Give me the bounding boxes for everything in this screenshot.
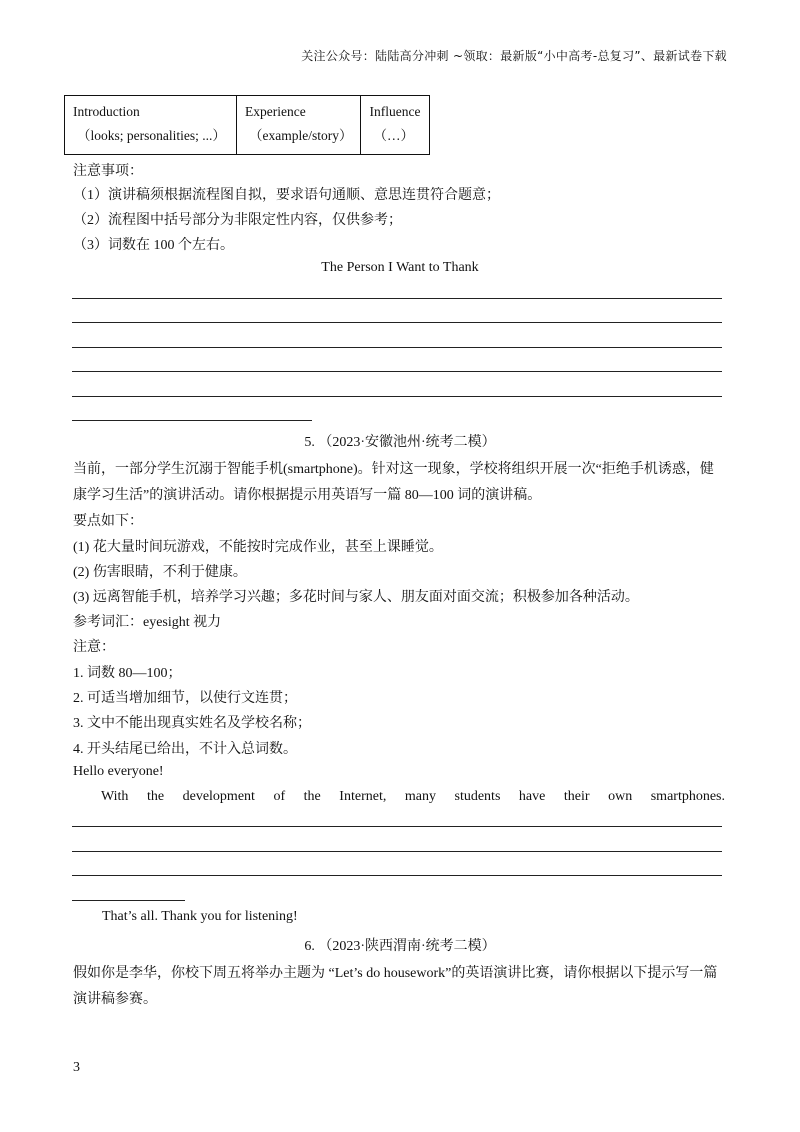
q5-intro: 当前，一部分学生沉溺于智能手机(smartphone)。针对这一现象，学校将组织开展一次“拒绝手机诱惑，健 <box>73 462 714 477</box>
q5-closing: That’s all. Thank you for listening! <box>102 909 298 924</box>
page-header: 关注公众号：陆陆高分冲刺 ~领取：最新版“小中高考-总复习”、最新试卷下载 <box>301 49 727 63</box>
q5-vocab: 参考词汇：eyesight 视力 <box>73 615 222 630</box>
flowchart-title: Influence <box>369 104 421 119</box>
q6-line: 假如你是李华，你校下周五将举办主题为 “Let’s do housework”的英语演讲比赛，请你根据以下提示写一篇 <box>73 966 718 981</box>
q6-heading: 6. （2023·陕西渭南·统考二模） <box>304 939 496 954</box>
note-item: （1）演讲稿须根据流程图自拟，要求语句通顺、意思连贯符合题意； <box>73 188 500 203</box>
note-item: （2）流程图中括号部分为非限定性内容，仅供参考； <box>73 213 402 228</box>
flowchart-sub: （…） <box>373 128 414 143</box>
sentence-word: development <box>182 789 255 804</box>
sentence-word: the <box>146 789 165 804</box>
flowchart-cell-influence <box>361 96 430 155</box>
q5-first-sentence <box>101 789 725 805</box>
flowchart-cell-introduction <box>65 96 237 155</box>
q5-attention-item: 2. 可适当增加细节，以使行文连贯； <box>73 691 297 706</box>
sentence-word: their <box>563 789 590 804</box>
sentence-word: students <box>454 789 501 804</box>
q5-point: (1) 花大量时间玩游戏，不能按时完成作业，甚至上课睡觉。 <box>73 540 443 555</box>
q5-attention-heading: 注意： <box>73 640 115 655</box>
sentence-word: smartphones. <box>650 789 725 804</box>
q5-heading: 5. （2023·安徽池州·统考二模） <box>304 435 496 450</box>
answer-line <box>72 371 722 372</box>
answer-line <box>72 420 312 421</box>
q5-attention-item: 4. 开头结尾已给出，不计入总词数。 <box>73 742 297 757</box>
q5-attention-item: 3. 文中不能出现真实姓名及学校名称； <box>73 716 311 731</box>
flowchart-sub: （example/story） <box>249 128 353 143</box>
note-item: （3）词数在 100 个左右。 <box>73 238 234 253</box>
page-number: 3 <box>73 1060 80 1075</box>
answer-line <box>72 396 722 397</box>
q5-points-heading: 要点如下： <box>73 514 143 529</box>
notes-heading: 注意事项： <box>73 164 143 179</box>
answer-line <box>72 875 722 876</box>
answer-line <box>72 900 185 901</box>
q5-attention-item: 1. 词数 80—100； <box>73 666 182 681</box>
flowchart-title: Experience <box>245 104 306 119</box>
sentence-word: have <box>518 789 546 804</box>
answer-line <box>72 851 722 852</box>
flowchart-sub: （looks; personalities; ...） <box>77 128 226 143</box>
q5-opening: Hello everyone! <box>73 764 164 779</box>
answer-line <box>72 826 722 827</box>
sentence-word: With <box>101 789 129 804</box>
flowchart-cell-experience <box>237 96 361 155</box>
essay-title: The Person I Want to Thank <box>321 260 479 275</box>
sentence-word: many <box>404 789 436 804</box>
answer-line <box>72 347 722 348</box>
flowchart-table <box>64 95 430 155</box>
q5-point: (2) 伤害眼睛，不利于健康。 <box>73 565 247 580</box>
q6-line: 演讲稿参赛。 <box>73 992 157 1007</box>
q5-intro: 康学习生活”的演讲活动。请你根据提示用英语写一篇 80—100 词的演讲稿。 <box>73 488 542 503</box>
answer-line <box>72 322 722 323</box>
flowchart-title: Introduction <box>73 104 140 119</box>
q5-point: (3) 远离智能手机，培养学习兴趣；多花时间与家人、朋友面对面交流；积极参加各种活动。 <box>73 590 639 605</box>
sentence-word: own <box>608 789 633 804</box>
answer-line <box>72 298 722 299</box>
sentence-word: of <box>273 789 286 804</box>
sentence-word: Internet, <box>339 789 387 804</box>
sentence-word: the <box>303 789 321 804</box>
